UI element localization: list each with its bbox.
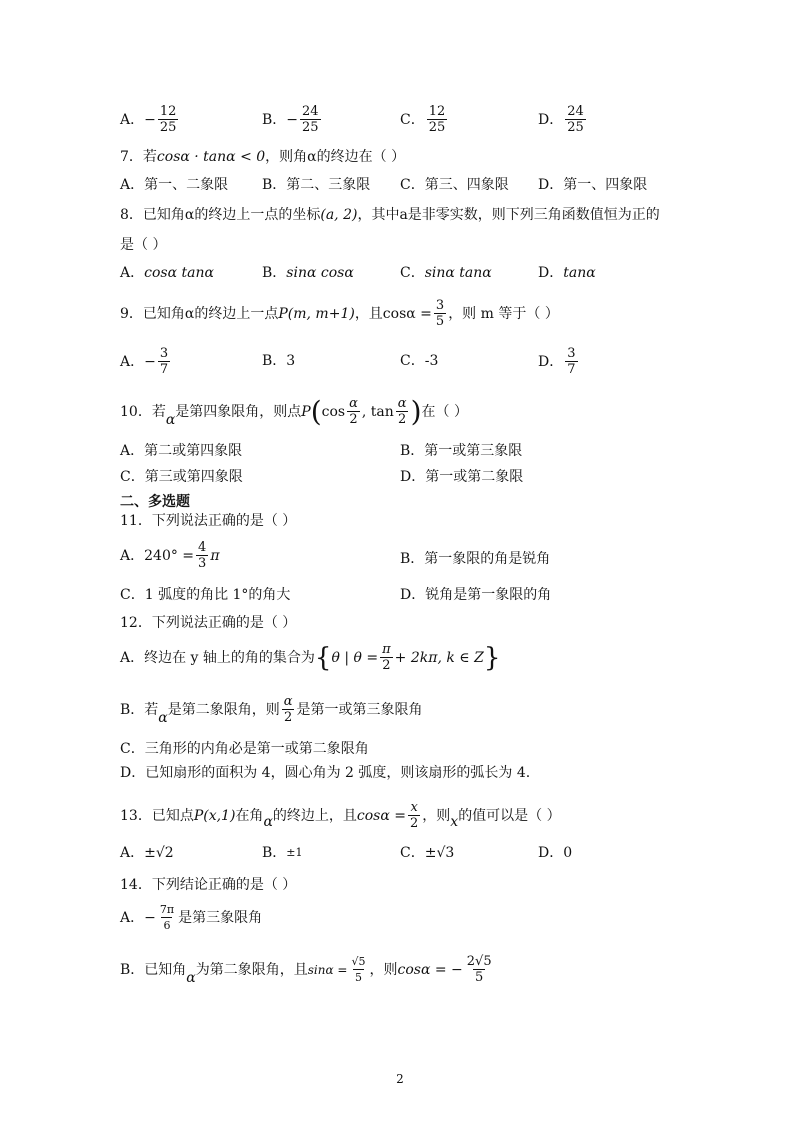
- section-heading: 二、多选题: [120, 494, 190, 510]
- q8-option-c: [400, 262, 492, 284]
- option-label: C．: [400, 265, 425, 281]
- q13-option-d: D．0: [538, 845, 573, 861]
- stem-text: ，其中a是非零实数，则下列三角函数值恒为正的: [357, 207, 660, 223]
- math-expression: sinα cosα: [286, 265, 354, 281]
- math-expression: (a, 2): [320, 207, 358, 223]
- denominator: 7: [159, 362, 169, 377]
- q10-option-c: C．第三或第四象限: [120, 469, 243, 485]
- numerator: 12: [159, 104, 177, 119]
- numerator: α: [349, 396, 358, 411]
- numerator: 3: [159, 346, 169, 361]
- math-expression: P(x,1): [193, 807, 236, 824]
- minus-sign: −: [286, 111, 299, 128]
- minus-sign: −: [144, 353, 156, 370]
- q7-option-d: D．第一、四象限: [538, 177, 648, 193]
- q6-option-b: [262, 104, 323, 135]
- q12-option-b: [120, 694, 423, 725]
- math-expression: cosα tanα: [144, 265, 214, 281]
- denominator: 7: [567, 362, 576, 377]
- stem-text: 的值可以是（ ）: [458, 807, 561, 824]
- fraction: [158, 346, 170, 377]
- option-text: 是第一或第三象限角: [296, 701, 423, 718]
- q13-option-b: [262, 842, 303, 864]
- stem-text: 是第四象限角，则点: [175, 403, 302, 420]
- minus-sign: −: [144, 111, 156, 128]
- q9-option-c: C．-3: [400, 353, 439, 369]
- q8-option-b: [262, 262, 354, 284]
- option-label: A．: [120, 265, 145, 281]
- math-symbol: x: [450, 813, 459, 830]
- math-symbol: α: [158, 709, 168, 726]
- paren-right: ): [410, 394, 422, 428]
- math-expression: P(m, m+1): [278, 305, 355, 322]
- q6-option-c: [400, 104, 449, 135]
- option-label: B．: [262, 265, 287, 281]
- fraction: [282, 694, 295, 725]
- fraction: [380, 642, 393, 673]
- option-label: A．: [120, 111, 145, 128]
- option-label: B．: [262, 845, 287, 861]
- denominator: 25: [159, 120, 177, 135]
- q9-option-b: B．3: [262, 353, 296, 369]
- q10-option-b: B．第一或第三象限: [400, 443, 523, 459]
- math-expression: cosα = −: [397, 961, 463, 978]
- page-number: 2: [396, 1072, 404, 1086]
- numerator: 24: [302, 104, 319, 119]
- q11-stem: 11．下列说法正确的是（ ）: [120, 513, 297, 529]
- stem-text: 8．已知角α的终边上一点的坐标: [120, 207, 321, 223]
- option-text: 是第三象限角: [178, 909, 263, 926]
- q10-option-a: A．第二或第四象限: [120, 443, 243, 459]
- denominator: 2: [349, 412, 358, 427]
- fraction: [427, 104, 448, 135]
- denominator: 2: [284, 710, 293, 725]
- option-value: ±1: [286, 846, 303, 859]
- q11-option-d: D．锐角是第一象限的角: [400, 587, 552, 603]
- q12-stem: 12．下列说法正确的是（ ）: [120, 615, 297, 631]
- fraction: [158, 902, 176, 933]
- q8-stem-line1: [120, 204, 760, 226]
- q14-option-b: [120, 954, 496, 985]
- numerator: α: [397, 396, 407, 411]
- fraction: [158, 104, 179, 135]
- stem-text: 9．已知角α的终边上一点: [120, 305, 279, 322]
- denominator: 2: [398, 412, 407, 427]
- numerator: α: [283, 694, 293, 709]
- stem-text: ，且cosα =: [354, 305, 432, 322]
- q9-option-d: [538, 346, 580, 377]
- denominator: 6: [163, 919, 171, 932]
- q7-option-c: C．第三、四象限: [400, 177, 509, 193]
- fraction: [565, 104, 586, 135]
- math-symbol: α: [186, 969, 196, 986]
- q6-option-d: [538, 104, 588, 135]
- numerator: 2√5: [466, 954, 492, 969]
- q11-option-a: [120, 540, 220, 571]
- denominator: 25: [302, 120, 319, 135]
- fraction: [465, 954, 494, 985]
- numerator: 7π: [159, 903, 175, 916]
- denominator: 5: [475, 970, 484, 985]
- math-symbol: P: [301, 403, 311, 420]
- denominator: 5: [354, 971, 362, 984]
- stem-text: 7．若: [120, 149, 157, 165]
- stem-text: 在角: [235, 807, 264, 824]
- numerator: 12: [428, 104, 446, 119]
- numerator: 24: [567, 104, 584, 119]
- math-expression: cosα =: [356, 807, 406, 824]
- math-expression: cosα · tanα < 0: [156, 149, 266, 165]
- option-text: B．若: [120, 701, 159, 718]
- q9-option-a: [120, 346, 172, 377]
- q12-option-c: C．三角形的内角必是第一或第二象限角: [120, 741, 369, 757]
- brace-right: }: [483, 642, 501, 673]
- q11-option-b: B．第一象限的角是锐角: [400, 551, 551, 567]
- option-text: B．已知角: [120, 961, 187, 978]
- denominator: 2: [410, 816, 419, 831]
- math-symbol: α: [165, 411, 176, 428]
- math-symbol: π: [210, 547, 220, 564]
- q14-option-a: [120, 902, 262, 933]
- q6-option-a: [120, 104, 180, 135]
- option-label: B．: [262, 111, 287, 128]
- stem-text: ，则 m 等于（ ）: [448, 305, 559, 322]
- numerator: 3: [567, 346, 576, 361]
- option-text: ，则: [369, 961, 398, 978]
- fraction: [396, 396, 409, 427]
- q12-option-d: D．已知扇形的面积为 4，圆心角为 2 弧度，则该扇形的弧长为 4.: [120, 765, 531, 781]
- option-label: D．: [538, 353, 564, 370]
- numerator: x: [410, 800, 418, 815]
- fraction: [196, 540, 208, 571]
- q9-stem: [120, 298, 559, 329]
- denominator: 25: [428, 120, 446, 135]
- denominator: 3: [198, 556, 207, 571]
- stem-text: 10．若: [120, 403, 166, 420]
- numerator: π: [382, 642, 391, 657]
- q8-option-d: [538, 262, 596, 284]
- brace-left: {: [314, 642, 332, 673]
- q14-stem: 14．下列结论正确的是（ ）: [120, 877, 297, 893]
- math-function: , tan: [361, 403, 394, 420]
- stem-text: 在（ ）: [421, 403, 468, 420]
- math-expression: sinα =: [307, 962, 348, 977]
- q13-option-a: A．±√2: [120, 845, 174, 861]
- fraction: [434, 298, 446, 329]
- option-text: 是第二象限角，则: [167, 701, 280, 718]
- option-text: A．终边在 y 轴上的角的集合为: [120, 649, 315, 666]
- option-text: 为第二象限角，且: [195, 961, 308, 978]
- paren-left: (: [310, 394, 322, 428]
- q10-stem: [120, 396, 468, 427]
- q13-option-c: C．±√3: [400, 845, 455, 861]
- option-label: D．: [538, 111, 564, 128]
- math-expression: sinα tanα: [424, 265, 492, 281]
- math-function: cos: [321, 403, 346, 420]
- minus-sign: −: [144, 909, 156, 926]
- denominator: 25: [567, 120, 584, 135]
- stem-text: 的终边上，且: [272, 807, 357, 824]
- fraction: [300, 104, 321, 135]
- option-label: A．: [120, 353, 145, 370]
- q7-option-b: B．第二、三象限: [262, 177, 371, 193]
- option-label: C．: [400, 111, 425, 128]
- option-label: D．: [538, 265, 564, 281]
- math-symbol: α: [263, 813, 273, 830]
- q10-option-d: D．第一或第二象限: [400, 469, 524, 485]
- math-expression: 240° =: [144, 547, 195, 564]
- numerator: 4: [198, 540, 207, 555]
- q13-stem: [120, 800, 561, 831]
- q11-option-c: C．1 弧度的角比 1°的角大: [120, 587, 291, 603]
- denominator: 5: [435, 314, 445, 329]
- stem-text: ，则角α的终边在（ ）: [265, 149, 406, 165]
- q7-stem: [120, 146, 760, 168]
- fraction: [408, 800, 420, 831]
- q8-stem-line2: 是（ ）: [120, 237, 167, 253]
- option-label: A．: [120, 547, 145, 564]
- math-expression: + 2kπ, k ∈ Z: [394, 649, 484, 666]
- q8-option-a: [120, 262, 214, 284]
- denominator: 2: [382, 658, 391, 673]
- math-expression: θ | θ =: [331, 649, 379, 666]
- numerator: √5: [351, 955, 366, 968]
- option-label: A．: [120, 909, 145, 926]
- fraction: [347, 396, 360, 427]
- stem-text: ，则: [422, 807, 451, 824]
- fraction: [565, 346, 577, 377]
- q7-option-a: A．第一、二象限: [120, 177, 229, 193]
- math-expression: tanα: [563, 265, 596, 281]
- numerator: 3: [435, 298, 445, 313]
- q12-option-a: [120, 642, 500, 673]
- stem-text: 13．已知点: [120, 807, 194, 824]
- fraction: [349, 954, 367, 985]
